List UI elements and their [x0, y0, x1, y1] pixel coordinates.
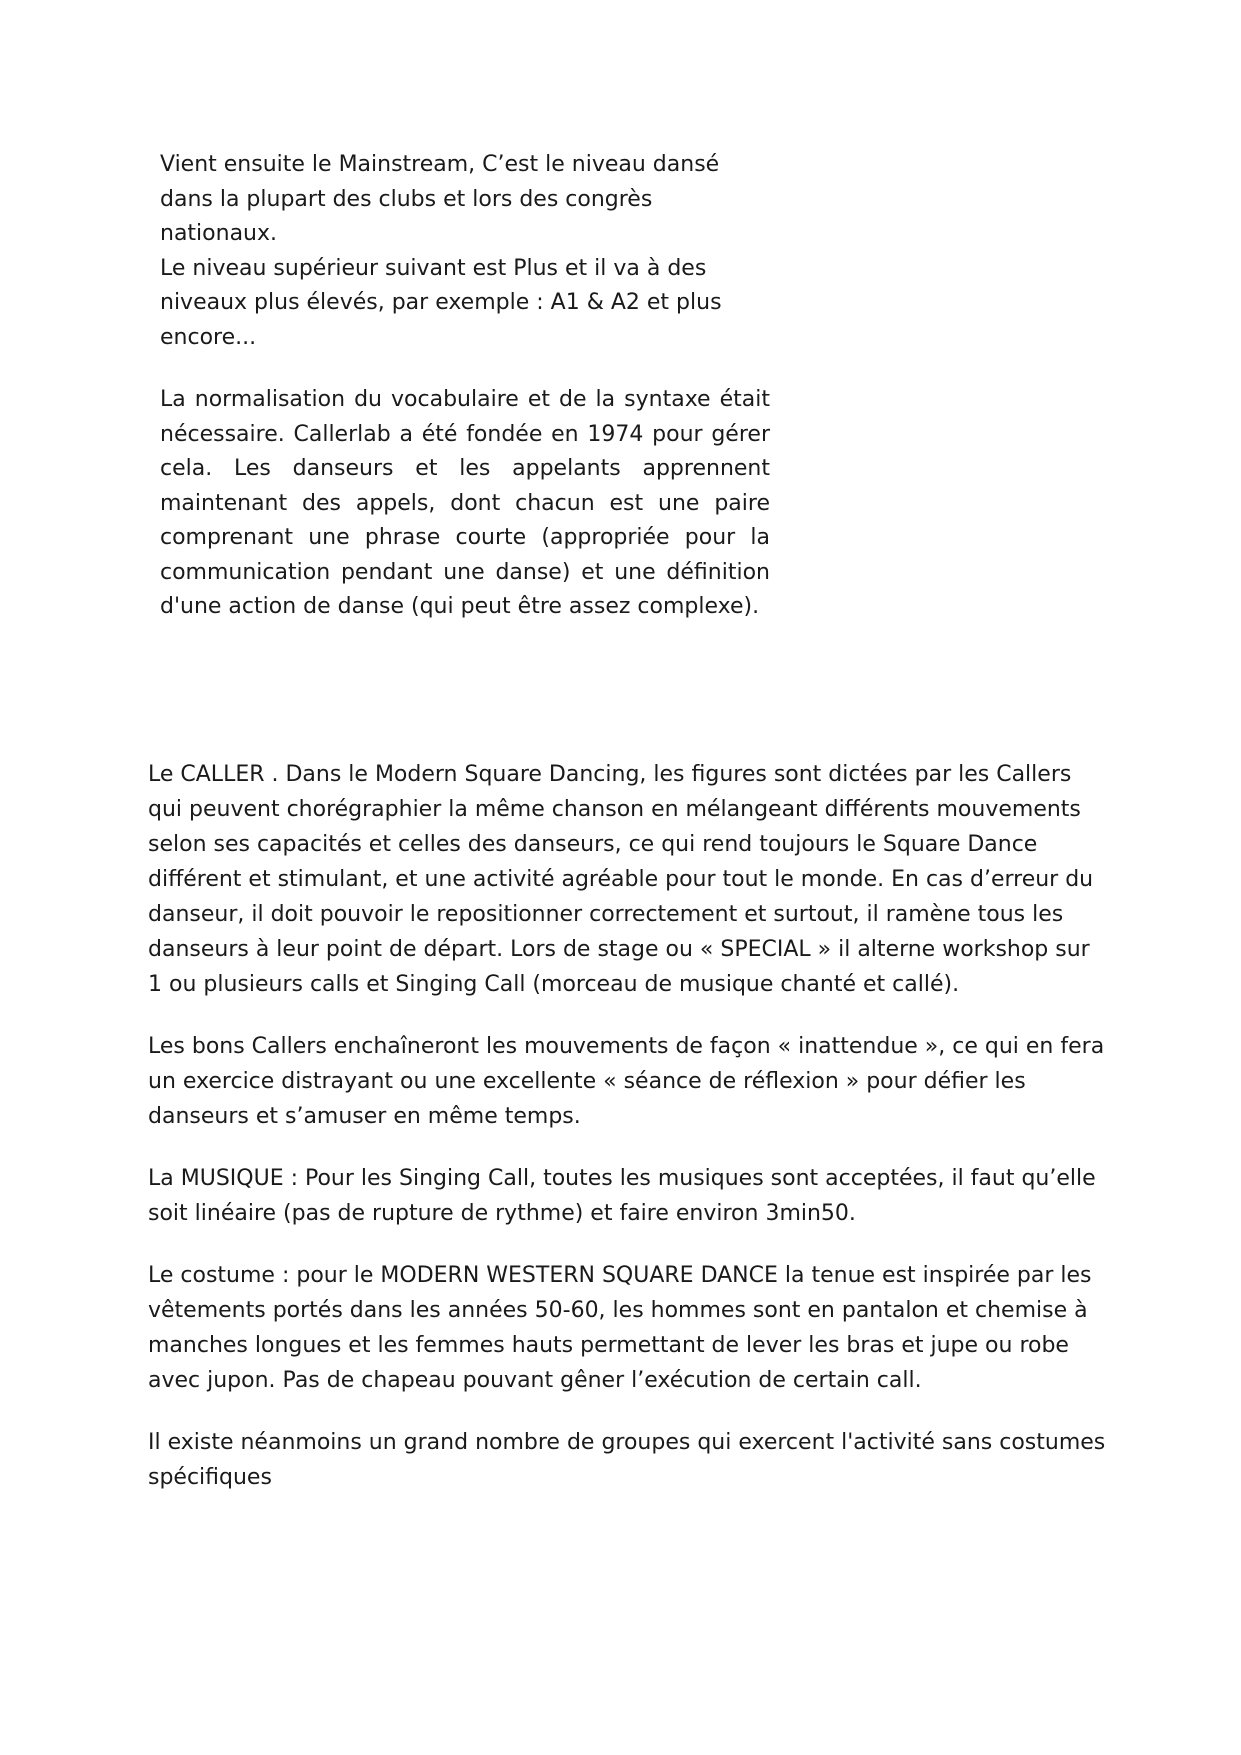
music-paragraph: La MUSIQUE : Pour les Singing Call, toutes les musiques sont acceptées, il faut qu’elle soit linéaire (pas de rupture de rythme) et faire environ 3min50. [148, 1166, 1096, 1226]
plus-paragraph: Le niveau supérieur suivant est Plus et il va à des niveaux plus élevés, par exemple : A1 & A2 et plus encore... [160, 255, 722, 350]
paragraph-spacer [160, 355, 770, 383]
callerlab-paragraph: La normalisation du vocabulaire et de la syntaxe était nécessaire. Callerlab a été fondée en 1974 pour gérer cela. Les danseurs et les appelants apprennent maintenant des appels, dont chacun est une paire comprenant une phrase courte (appropriée pour la communication pendant une danse) et une définition d'une action de danse (qui peut être assez complexe). [160, 387, 770, 619]
good-callers-paragraph: Les bons Callers enchaîneront les mouvements de façon « inattendue », ce qui en fera un exercice distrayant ou une excellente « séance de réflexion » pour défier les danseurs et s’amuser en même temps. [148, 1034, 1105, 1129]
caller-paragraph: Le CALLER . Dans le Modern Square Dancing, les figures sont dictées par les Callers qui peuvent chorégraphier la même chanson en mélangeant différents mouvements selon ses capacités et celles des danseurs, ce qui rend toujours le Square Dance différent et stimulant, et une activité agréable pour tout le monde. En cas d’erreur du danseur, il doit pouvoir le repositionner correctement et surtout, il ramène tous les danseurs à leur point de départ. Lors de stage ou « SPECIAL » il alterne workshop sur 1 ou plusieurs calls et Singing Call (morceau de musique chanté et callé). [148, 762, 1094, 997]
costume-paragraph: Le costume : pour le MODERN WESTERN SQUARE DANCE la tenue est inspirée par les vêtements portés dans les années 50-60, les hommes sont en pantalon et chemise à manches longues et les femmes hauts permettant de lever les bras et jupe ou robe avec jupon. Pas de chapeau pouvant gêner l’exécution de certain call. [148, 1263, 1092, 1393]
mainstream-paragraph: Vient ensuite le Mainstream, C’est le niveau dansé dans la plupart des clubs et lors des congrès nationaux. [160, 152, 720, 246]
levels-section [160, 148, 770, 625]
caller-section [148, 757, 1108, 1522]
groups-paragraph: Il existe néanmoins un grand nombre de groupes qui exercent l'activité sans costumes spécifiques [148, 1430, 1106, 1490]
